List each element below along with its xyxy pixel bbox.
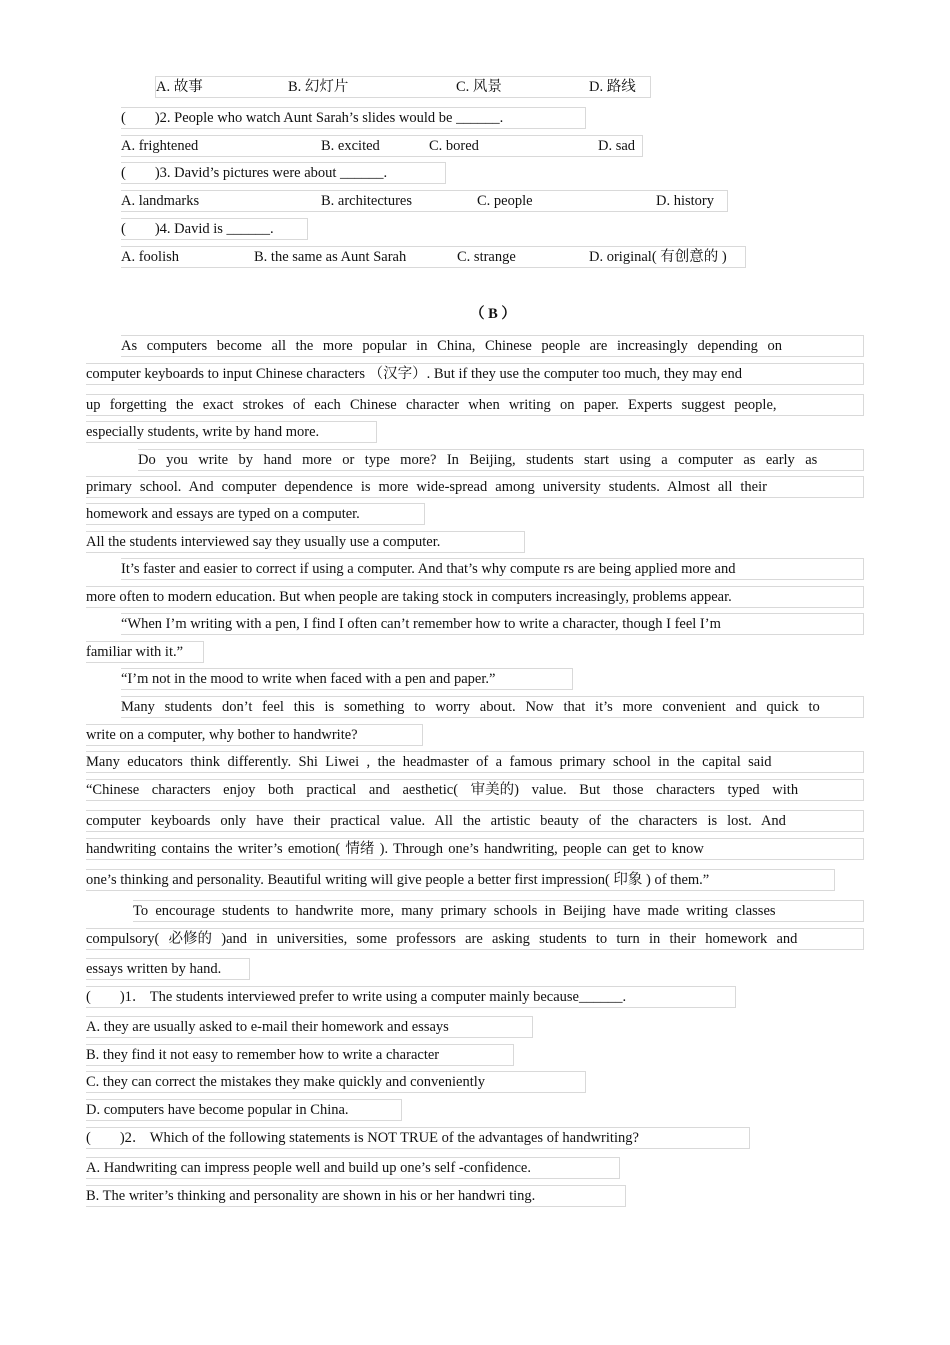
passage-line-16: Many educators think differently. Shi Liwei , the headmaster of a famous primary school in the capital said [86,751,864,773]
q4-option-b: B. the same as Aunt Sarah [254,249,407,265]
b-q2-stem: ( )2． Which of the following statements is NOT TRUE of the advantages of handwriting? [86,1127,750,1149]
passage-line-8: All the students interviewed say they usually use a computer. [86,531,525,553]
passage-line-22: compulsory( 必修的 )and in universities, some professors are asking students to turn in their homework and [86,928,864,950]
passage-line-11: “When I’m writing with a pen, I find I often can’t remember how to write a character, though I feel I’m [121,613,864,635]
b-q1-option-a: A. they are usually asked to e-mail their homework and essays [86,1016,533,1038]
passage-line-6: primary school. And computer dependence is more wide-spread among university students. Almost all their [86,476,864,498]
q1-options-row [155,76,651,98]
passage-line-17: “Chinese characters enjoy both practical and aesthetic( 审美的) value. But those characters typed with [86,779,864,801]
q3-options-row [121,190,728,212]
q3-option-c: C. people [477,193,533,209]
b-q1-option-d: D. computers have become popular in China. [86,1099,402,1121]
q1-option-b: B. 幻灯片 [288,79,349,95]
q1-option-a: A. 故事 [156,79,203,95]
b-q2-option-a: A. Handwriting can impress people well and build up one’s self -confidence. [86,1157,620,1179]
q1-option-c: C. 风景 [456,79,502,95]
passage-line-21: To encourage students to handwrite more, many primary schools in Beijing have made writing classes [133,900,864,922]
q4-option-c: C. strange [457,249,516,265]
q2-option-d: D. sad [598,138,636,154]
b-q1-option-c: C. they can correct the mistakes they make quickly and conveniently [86,1071,586,1093]
passage-line-1: As computers become all the more popular in China, Chinese people are increasingly depending on [121,335,864,357]
q4-option-d: D. original( 有创意的 ) [589,249,727,265]
passage-line-7: homework and essays are typed on a computer. [86,503,425,525]
passage-line-23: essays written by hand. [86,958,250,980]
passage-line-15: write on a computer, why bother to handwrite? [86,724,423,746]
q2-option-a: A. frightened [121,138,199,154]
q2-option-c: C. bored [429,138,479,154]
passage-line-4: especially students, write by hand more. [86,421,377,443]
q4-option-a: A. foolish [121,249,179,265]
passage-line-5: Do you write by hand more or type more? In Beijing, students start using a computer as early as [138,449,864,471]
passage-line-12: familiar with it.” [86,641,204,663]
passage-line-10: more often to modern education. But when people are taking stock in computers increasingly, problems appear. [86,586,864,608]
b-q1-option-b: B. they find it not easy to remember how to write a character [86,1044,514,1066]
section-b-heading: （ B ） [470,306,516,322]
b-q1-stem: ( )1． The students interviewed prefer to write using a computer mainly because______. [86,986,736,1008]
q4-options-row [121,246,746,268]
q3-option-d: D. history [656,193,714,209]
passage-line-2: computer keyboards to input Chinese characters （汉字）. But if they use the computer too much, they may end [86,363,864,385]
passage-line-20: one’s thinking and personality. Beautiful writing will give people a better first impression( 印象 ) of them.” [86,869,835,891]
passage-line-13: “I’m not in the mood to write when faced with a pen and paper.” [121,668,573,690]
passage-line-9: It’s faster and easier to correct if using a computer. And that’s why compute rs are being applied more and [121,558,864,580]
q2-option-b: B. excited [321,138,380,154]
q3-option-a: A. landmarks [121,193,200,209]
passage-line-19: handwriting contains the writer’s emotion( 情绪 ). Through one’s handwriting, people can get to know [86,838,864,860]
passage-line-3: up forgetting the exact strokes of each Chinese character when writing on paper. Experts suggest people, [86,394,864,416]
q1-option-d: D. 路线 [589,79,636,95]
passage-line-18: computer keyboards only have their practical value. All the artistic beauty of the characters is lost. And [86,810,864,832]
passage-line-14: Many students don’t feel this is something to worry about. Now that it’s more convenient and quick to [121,696,864,718]
q3-option-b: B. architectures [321,193,412,209]
q4-stem: ( )4. David is ______. [121,218,308,240]
b-q2-option-b: B. The writer’s thinking and personality are shown in his or her handwri ting. [86,1185,626,1207]
q2-options-row [121,135,643,157]
q3-stem: ( )3. David’s pictures were about ______. [121,162,446,184]
q2-stem: ( )2. People who watch Aunt Sarah’s slides would be ______. [121,107,586,129]
